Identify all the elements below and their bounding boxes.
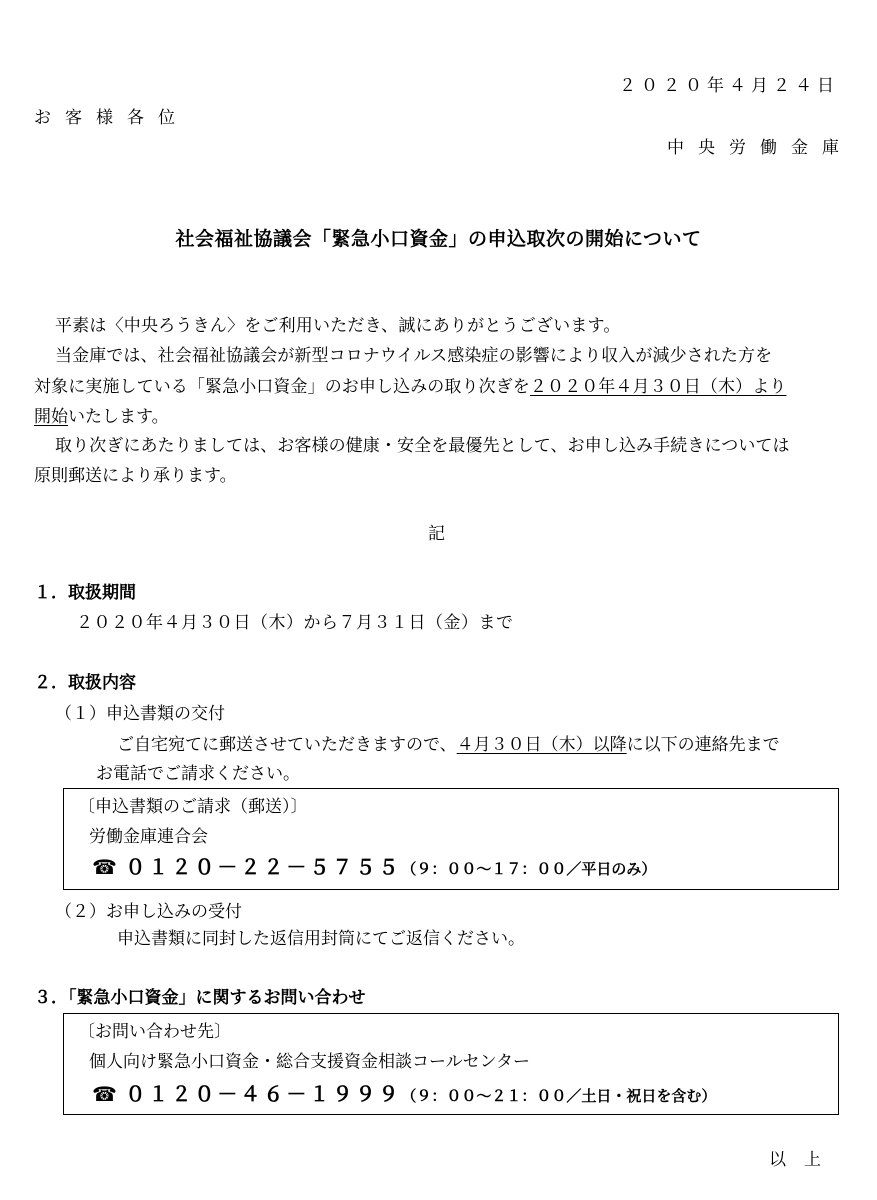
section-1-heading: １．取扱期間 [34,583,136,603]
recipient-salutation: お客様各位 [34,108,189,128]
section-2-sub-2-label: （２）お申し込みの受付 [55,902,242,922]
inquiry-phone-number: ０１２０－４６－１９９９ [125,1082,402,1106]
request-phone-line [92,857,656,878]
inquiry-phone-hours: （９：００～２１：００／土日・祝日を含む） [401,1087,717,1105]
intro-line-6: 原則郵送により承ります。 [34,466,237,486]
section-2-sub-1-label: （１）申込書類の交付 [55,704,225,724]
intro-line-1: 平素は〈中央ろうきん〉をご利用いただき、誠にありがとうございます。 [55,316,621,336]
intro-line-4 [34,409,169,426]
start-underlined: 開始 [34,407,68,427]
inquiry-box-label: 〔お問い合わせ先〕 [78,1022,231,1042]
sender-name: 中央労働金庫 [667,138,853,158]
request-phone-number: ０１２０－２２－５７５５ [125,855,402,879]
sub-1-text-pre: ご自宅宛てに郵送させていただきますので、 [117,735,457,755]
request-contact-box [63,788,839,890]
section-1-period: ２０２０年４月３０日（木）から７月３１日（金）まで [76,613,514,633]
section-2-sub-1-line-1 [117,737,780,754]
ki-marker: 記 [428,524,445,544]
inquiry-box-org: 個人向け緊急小口資金・総合支援資金相談コールセンター [89,1052,530,1072]
closing-mark: 以上 [769,1150,839,1170]
intro-line-5: 取り次ぎにあたりましては、お客様の健康・安全を最優先として、お申し込み手続きについては [55,436,790,456]
section-2-sub-2-text: 申込書類に同封した返信用封筒にてご返信ください。 [117,929,525,949]
sub-1-text-post: に以下の連絡先まで [626,735,780,755]
request-box-org: 労働金庫連合会 [89,827,208,847]
section-2-sub-1-line-2: お電話でご請求ください。 [96,764,300,784]
intro-line-3 [34,379,786,396]
request-phone-hours: （９：００～１７：００／平日のみ） [401,860,657,878]
intro-line-2: 当金庫では、社会福祉協議会が新型コロナウイルス感染症の影響により収入が減少された方を [55,346,773,366]
phone-icon: ☎ [92,1082,120,1106]
section-2-heading: ２．取扱内容 [34,673,136,693]
section-3-heading: ３．「緊急小口資金」に関するお問い合わせ [34,988,366,1008]
start-date-underlined: ２０２０年４月３０日（木）より [529,377,787,397]
inquiry-contact-box [63,1013,839,1115]
document-date: ２０２０年４月２４日 [619,76,839,96]
phone-icon: ☎ [92,855,120,879]
intro-line-4-text: いたします。 [68,407,169,427]
inquiry-phone-line [92,1084,716,1105]
document-title: 社会福祉協議会「緊急小口資金」の申込取次の開始について [175,228,702,250]
request-box-label: 〔申込書類のご請求（郵送）〕 [78,797,308,817]
after-date-underlined: ４月３０日（木）以降 [456,735,627,755]
intro-line-3-text: 対象に実施している「緊急小口資金」のお申し込みの取り次ぎを [34,377,530,397]
